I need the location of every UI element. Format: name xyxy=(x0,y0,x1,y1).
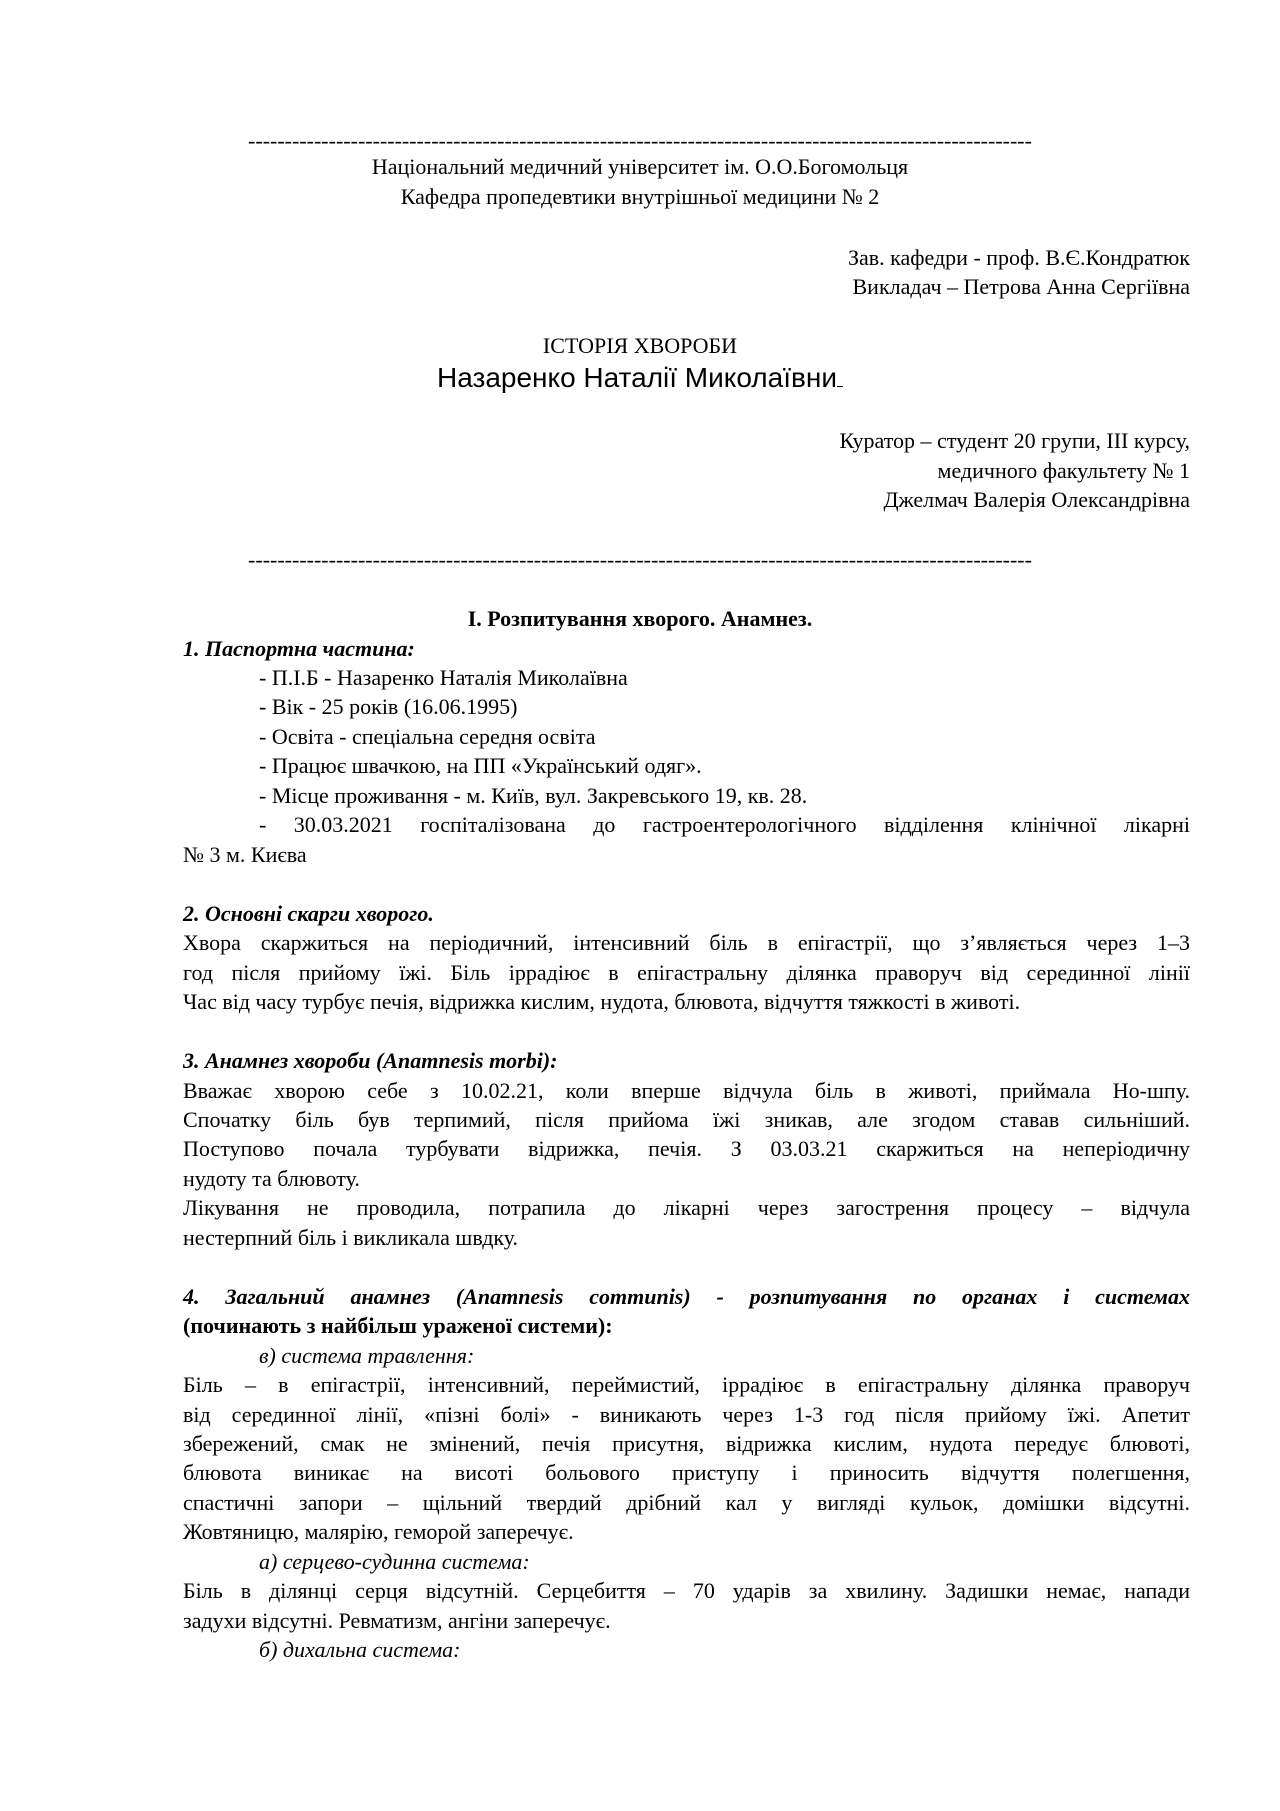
respiratory-heading: б) дихальна система: xyxy=(259,1637,461,1662)
passport-item: - П.І.Б - Назаренко Наталія Миколаївна xyxy=(259,665,628,690)
curator-line-1: Куратор – студент 20 групи, ІІІ курсу, xyxy=(839,428,1190,453)
morbi-line: Поступово почала турбувати відрижка, печія. З 03.03.21 скаржиться на неперіодичну xyxy=(183,1136,1190,1161)
patient-name: Назаренко Наталії Миколаївни xyxy=(437,362,837,393)
complaints-heading: 2. Основні скарги хворого. xyxy=(183,901,434,926)
morbi-heading: 3. Анамнез хвороби (Anamnesis morbi): xyxy=(183,1048,558,1073)
complaints-line: год після прийому їжі. Біль іррадіює в епігастральну ділянка праворуч від серединної лінії xyxy=(183,960,1190,985)
morbi-line: нестерпний біль і викликала швдку. xyxy=(183,1225,519,1250)
passport-item: № 3 м. Києва xyxy=(183,842,307,867)
underline-mark xyxy=(837,368,843,387)
complaints-line: Час від часу турбує печія, відрижка кислим, нудота, блювота, відчуття тяжкості в животі. xyxy=(183,989,1021,1014)
digestive-line: блювота виникає на висоті больового приступу і приносить відчуття полегшення, xyxy=(183,1460,1190,1485)
cardio-heading: а) серцево-судинна система: xyxy=(259,1549,530,1574)
digestive-line: Жовтяницю, малярію, геморой заперечує. xyxy=(183,1519,574,1544)
patient-name-line xyxy=(0,364,1280,392)
morbi-line: нудоту та блювоту. xyxy=(183,1166,360,1191)
passport-item: - 30.03.2021 госпіталізована до гастроентерологічного відділення клінічної лікарні xyxy=(259,812,1190,837)
rule-bottom: ----------------------------------------------------------------------------------------------------------- xyxy=(248,547,1032,572)
department-name: Кафедра пропедевтики внутрішньої медицини № 2 xyxy=(400,184,880,209)
digestive-line: збережений, смак не змінений, печія присутня, відрижка кислим, нудота передує блювоті, xyxy=(183,1431,1190,1456)
morbi-line: Спочатку біль був терпимий, після прийома їжі зникав, але згодом ставав сильніший. xyxy=(183,1107,1190,1132)
rule-top: ----------------------------------------------------------------------------------------------------------- xyxy=(248,128,1032,153)
passport-item: - Місце проживання - м. Київ, вул. Закревського 19, кв. 28. xyxy=(259,783,808,808)
digestive-line: Біль – в епігастрії, інтенсивний, переймистий, іррадіює в епігастральну ділянка праворуч xyxy=(183,1372,1190,1397)
university-name: Національний медичний університет ім. О.О.Богомольця xyxy=(371,154,909,179)
passport-item: - Працює швачкою, на ПП «Український одяг». xyxy=(259,753,702,778)
digestive-line: спастичні запори – щільний твердий дрібний кал у вигляді кульок, домішки відсутні. xyxy=(183,1490,1190,1515)
morbi-line: Лікування не проводила, потрапила до лікарні через загострення процесу – відчула xyxy=(183,1195,1190,1220)
section-title: І. Розпитування хворого. Анамнез. xyxy=(467,606,813,631)
cardio-line: Біль в ділянці серця відсутній. Серцебиття – 70 ударів за хвилину. Задишки немає, напади xyxy=(183,1578,1190,1603)
doc-title: ІСТОРІЯ ХВОРОБИ xyxy=(542,333,738,358)
curator-line-2: медичного факультету № 1 xyxy=(937,458,1190,483)
passport-item: - Освіта - спеціальна середня освіта xyxy=(259,724,596,749)
passport-item: - Вік - 25 років (16.06.1995) xyxy=(259,694,518,719)
cardio-line: задухи відсутні. Ревматизм, ангіни заперечує. xyxy=(183,1608,611,1633)
head-of-department: Зав. кафедри - проф. В.Є.Кондратюк xyxy=(847,245,1190,270)
morbi-line: Вважає хворою себе з 10.02.21, коли вперше відчула біль в животі, приймала Но-шпу. xyxy=(183,1078,1190,1103)
passport-heading: 1. Паспортна частина: xyxy=(183,636,415,661)
complaints-line: Хвора скаржиться на періодичний, інтенсивний біль в епігастрії, що з’являється через 1–3 xyxy=(183,930,1190,955)
digestive-heading: в) система травлення: xyxy=(259,1343,475,1368)
digestive-line: від серединної лінії, «пізні болі» - виникають через 1-3 год після прийому їжі. Апетит xyxy=(183,1402,1190,1427)
teacher: Викладач – Петрова Анна Сергіївна xyxy=(852,274,1190,299)
curator-line-3: Джелмач Валерія Олександрівна xyxy=(883,487,1190,512)
communis-heading: 4. Загальний анамнез (Anamnesis communis) - розпитування по органах і системах xyxy=(183,1284,1190,1309)
communis-heading-cont: (починають з найбільш ураженої системи): xyxy=(183,1313,613,1338)
